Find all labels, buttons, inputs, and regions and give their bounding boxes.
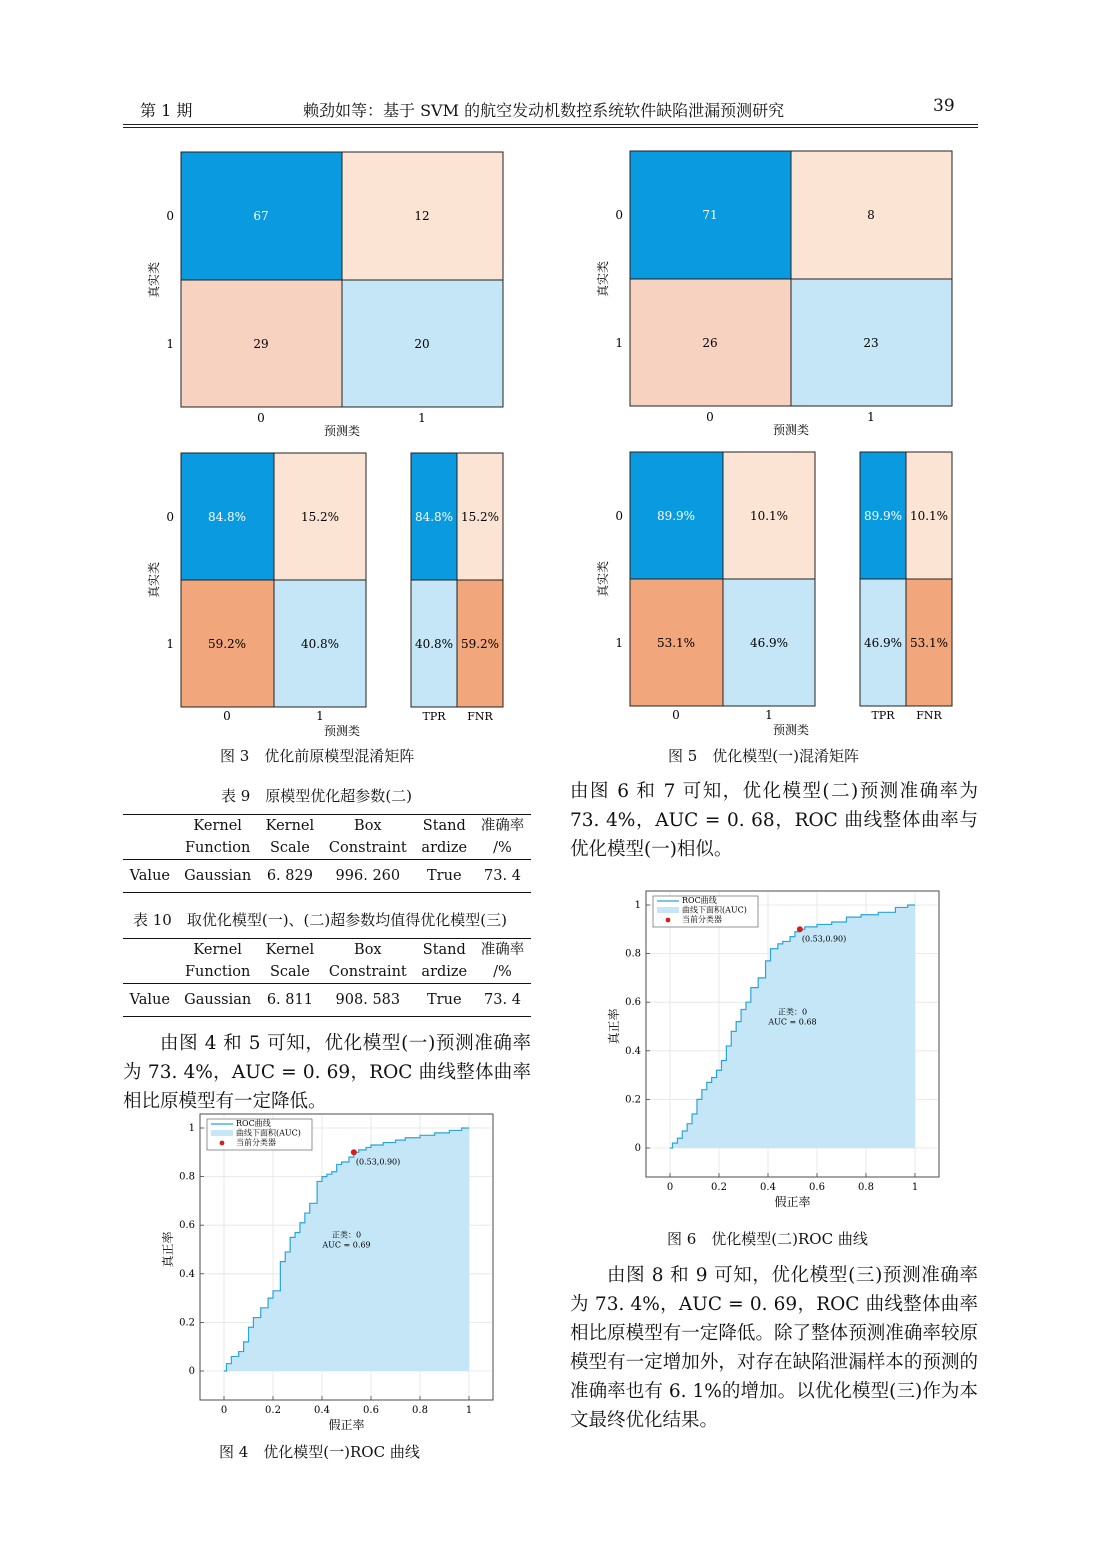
pct-value: 53.1% [656, 636, 696, 650]
y-tick-label: 0.8 [625, 948, 641, 960]
x-tick: 0 [223, 709, 231, 723]
table-cell: Value [129, 867, 170, 884]
figure-6-caption: 图 6 优化模型(二)ROC 曲线 [667, 1230, 868, 1248]
auc-annotation: AUC = 0.69 [322, 1240, 371, 1250]
rate-value: 53.1% [909, 636, 949, 650]
table-header-cell: Stand [422, 942, 466, 958]
cm-value: 20 [414, 337, 430, 351]
x-tick: 1 [867, 410, 875, 424]
y-tick-label: 0.8 [179, 1171, 195, 1183]
table-cell: True [427, 867, 462, 884]
paragraph-left: 由图 4 和 5 可知，优化模型(一)预测准确率为 73. 4%，AUC = 0. 69，ROC 曲线整体曲率相比原模型有一定降低。 [123, 1033, 531, 1112]
x-tick: 1 [316, 709, 324, 723]
table-header-cell: Kernel [193, 818, 242, 834]
y-axis-label: 真实类 [596, 560, 610, 598]
table-header-cell: Kernel [265, 942, 315, 958]
cm-rates [860, 452, 952, 722]
y-tick: 1 [166, 337, 174, 351]
x-tick-label: 1 [911, 1182, 919, 1193]
x-axis-label: 假正率 [774, 1195, 811, 1209]
cm-percent [146, 453, 366, 738]
cm-value: 8 [867, 208, 875, 222]
legend-entry: ROC曲线 [682, 896, 717, 905]
rate-value: 15.2% [460, 510, 500, 524]
current-classifier-point [797, 926, 803, 932]
header-rule [123, 124, 978, 125]
table-header-cell: Constraint [328, 964, 407, 980]
x-tick: 1 [418, 411, 426, 425]
x-tick: FNR [467, 710, 493, 723]
table-header-cell: Stand [422, 818, 466, 834]
legend-area-swatch [211, 1130, 233, 1136]
rate-value: 89.9% [863, 509, 903, 523]
point-label: (0.53,0.90) [355, 1157, 401, 1167]
table-header-cell: /% [493, 840, 512, 856]
y-tick-label: 0.2 [625, 1094, 641, 1106]
y-tick-label: 0 [188, 1366, 195, 1377]
table-10 [123, 938, 531, 1017]
figure-5-caption: 图 5 优化模型(一)混淆矩阵 [668, 747, 860, 765]
x-tick: 0 [706, 410, 714, 424]
table-9-caption: 表 9 原模型优化超参数(二) [221, 787, 413, 805]
y-axis-label: 真正率 [161, 1231, 175, 1268]
cm-value: 23 [863, 336, 879, 350]
table-row [123, 860, 531, 892]
legend [653, 895, 758, 927]
y-tick-label: 0.4 [625, 1045, 641, 1057]
table-cell: 908. 583 [335, 991, 401, 1008]
y-axis-label: 真实类 [596, 260, 610, 298]
rate-value: 10.1% [909, 509, 949, 523]
x-axis-label: 预测类 [772, 723, 810, 737]
table-10-caption: 表 10 取优化模型(一)、(二)超参数均值得优化模型(三) [133, 911, 507, 929]
table-cell: 73. 4 [484, 867, 521, 884]
x-tick: TPR [871, 709, 895, 722]
cm-percent [595, 452, 815, 737]
auc-annotation: 正类：0 [331, 1230, 362, 1240]
table-cell: 6. 811 [266, 991, 313, 1008]
y-tick: 1 [615, 336, 623, 350]
figure-6-roc [596, 887, 956, 1217]
cm-value: 26 [702, 336, 718, 350]
x-tick-label: 0 [220, 1405, 228, 1416]
figure-5 [569, 139, 999, 739]
pct-value: 10.1% [749, 509, 789, 523]
paragraph-right-1: 由图 6 和 7 可知，优化模型(二)预测准确率为 73. 4%，AUC = 0. 68，ROC 曲线整体曲率与优化模型(一)相似。 [570, 781, 978, 860]
x-tick-label: 0.2 [711, 1182, 727, 1193]
table-row [123, 984, 531, 1016]
table-header-cell [123, 961, 177, 984]
roc-plot [606, 891, 939, 1209]
y-tick: 0 [615, 208, 623, 222]
y-tick-label: 1 [188, 1123, 195, 1134]
pct-value: 46.9% [749, 636, 789, 650]
table-header-cell: Box [354, 818, 382, 834]
table-header-cell: Kernel [265, 818, 315, 834]
x-tick: 1 [765, 708, 773, 722]
x-tick-label: 0.6 [363, 1405, 379, 1416]
table-header-cell: ardize [421, 840, 468, 856]
table-header-cell: 准确率 [480, 818, 525, 834]
table-cell: Value [129, 991, 170, 1008]
y-tick: 0 [166, 510, 174, 524]
y-axis-label: 真正率 [607, 1008, 621, 1045]
legend [207, 1118, 312, 1150]
y-tick-label: 1 [634, 900, 641, 911]
pct-value: 89.9% [656, 509, 696, 523]
x-tick-label: 0.2 [265, 1405, 281, 1416]
table-header-cell: Kernel [193, 942, 242, 958]
table-cell: Gaussian [184, 991, 252, 1008]
table-header-cell: Function [184, 840, 251, 856]
x-tick-label: 0.4 [314, 1405, 330, 1416]
point-label: (0.53,0.90) [801, 934, 847, 944]
table-cell: 73. 4 [484, 991, 521, 1008]
x-tick: 0 [672, 708, 680, 722]
cm-value: 12 [414, 209, 430, 223]
x-axis-label: 预测类 [323, 424, 361, 438]
x-axis-label: 预测类 [772, 423, 810, 437]
x-axis-label: 预测类 [323, 724, 361, 738]
table-header-cell [123, 837, 177, 860]
rate-value: 40.8% [414, 637, 454, 651]
header-rule-2 [123, 127, 978, 128]
table-header-row [123, 961, 531, 984]
table-header-cell: 准确率 [480, 942, 525, 958]
y-tick-label: 0.6 [179, 1220, 195, 1232]
y-tick-label: 0.6 [625, 997, 641, 1009]
current-classifier-point [351, 1149, 357, 1155]
pct-value: 40.8% [300, 637, 340, 651]
table-header-row [123, 939, 531, 961]
rate-value: 59.2% [460, 637, 500, 651]
table-header-row [123, 815, 531, 837]
table-header-cell: Function [184, 964, 251, 980]
table-cell: 996. 260 [335, 867, 401, 884]
x-tick-label: 0.8 [858, 1182, 874, 1193]
y-tick: 0 [166, 209, 174, 223]
legend-entry: 曲线下面积(AUC) [682, 905, 747, 915]
table-header-cell: Constraint [328, 840, 407, 856]
table-cell: Gaussian [184, 867, 252, 884]
x-tick-label: 0.4 [760, 1182, 776, 1193]
legend-entry: 当前分类器 [682, 915, 722, 924]
table-header-cell: Box [354, 942, 382, 958]
pct-value: 59.2% [207, 637, 247, 651]
x-tick-label: 0.6 [809, 1182, 825, 1193]
legend-entry: 曲线下面积(AUC) [236, 1128, 301, 1138]
cm-value: 67 [253, 209, 269, 223]
auc-annotation: AUC = 0.68 [768, 1017, 817, 1027]
table-header-cell [123, 939, 177, 961]
rate-value: 84.8% [414, 510, 454, 524]
paragraph-right-2: 由图 8 和 9 可知，优化模型(三)预测准确率为 73. 4%，AUC = 0. 69，ROC 曲线整体曲率相比原模型有一定降低。除了整体预测准确率较原模型有一定增加外，对存在缺陷泄漏样本的预测的准确率也有 6. 1%的增加。以优化模型(三)作为本文最终优化结果。 [570, 1265, 978, 1431]
table-header-row [123, 837, 531, 860]
rate-value: 46.9% [863, 636, 903, 650]
legend-area-swatch [657, 907, 679, 913]
roc-plot [160, 1114, 493, 1432]
legend-entry: ROC曲线 [236, 1119, 271, 1128]
cm-counts [595, 151, 952, 437]
table-header-cell: Scale [269, 964, 310, 980]
auc-annotation: 正类：0 [777, 1007, 808, 1017]
x-tick: TPR [422, 710, 446, 723]
pct-value: 15.2% [300, 510, 340, 524]
figure-3 [120, 140, 550, 740]
table-cell: True [427, 991, 462, 1008]
figure-3-caption: 图 3 优化前原模型混淆矩阵 [220, 747, 415, 765]
pct-value: 84.8% [207, 510, 247, 524]
header-issue: 第 1 期 [140, 101, 193, 120]
cm-rates [411, 453, 503, 723]
cm-value: 29 [253, 337, 269, 351]
legend-entry: 当前分类器 [236, 1138, 276, 1147]
figure-4-caption: 图 4 优化模型(一)ROC 曲线 [219, 1443, 420, 1461]
x-tick-label: 0 [666, 1182, 674, 1193]
header-page: 39 [933, 96, 955, 116]
table-header-cell: /% [493, 964, 512, 980]
figure-4-roc [150, 1110, 510, 1440]
table-9 [123, 814, 531, 893]
table-header-cell: Scale [269, 840, 310, 856]
x-tick: FNR [916, 709, 942, 722]
y-tick-label: 0.4 [179, 1268, 195, 1280]
x-axis-label: 假正率 [328, 1418, 365, 1432]
table-header-cell: ardize [421, 964, 468, 980]
x-tick: 0 [257, 411, 265, 425]
y-tick-label: 0.2 [179, 1317, 195, 1329]
x-tick-label: 1 [465, 1405, 473, 1416]
y-axis-label: 真实类 [147, 561, 161, 599]
cm-value: 71 [702, 208, 718, 222]
y-axis-label: 真实类 [147, 261, 161, 299]
y-tick-label: 0 [634, 1143, 641, 1154]
y-tick: 0 [615, 509, 623, 523]
header-title: 赖劲如等：基于 SVM 的航空发动机数控系统软件缺陷泄漏预测研究 [303, 101, 785, 120]
table-cell: 6. 829 [266, 867, 313, 884]
cm-counts [146, 152, 503, 438]
y-tick: 1 [166, 637, 174, 651]
y-tick: 1 [615, 636, 623, 650]
x-tick-label: 0.8 [412, 1405, 428, 1416]
legend-point-swatch [666, 918, 671, 923]
table-header-cell [123, 815, 177, 837]
legend-point-swatch [220, 1141, 225, 1146]
